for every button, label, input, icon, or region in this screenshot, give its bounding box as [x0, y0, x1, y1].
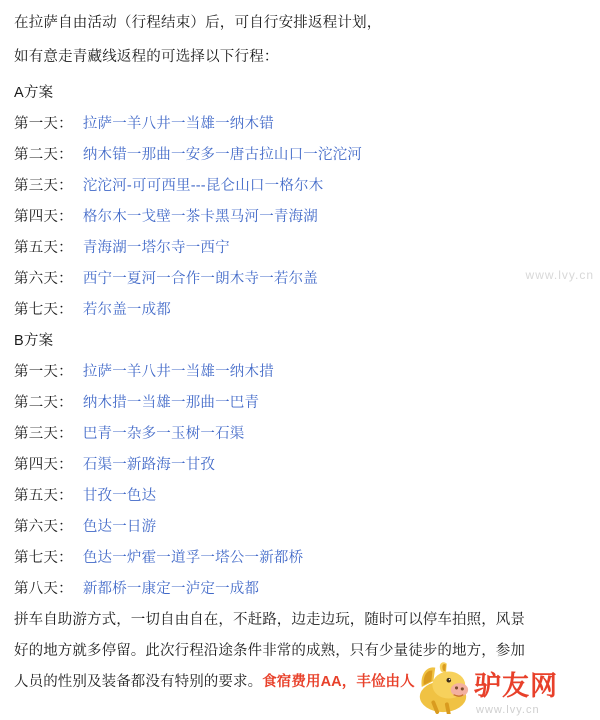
plan-b-day-1 [14, 357, 586, 388]
day-label: 第三天： [14, 178, 73, 194]
day-route: 甘孜一色达 [82, 488, 157, 504]
day-label: 第二天： [14, 395, 73, 411]
plan-b-day-8 [14, 574, 586, 605]
intro-line-1: 在拉萨自由活动（行程结束）后，可自行安排返程计划， [14, 15, 382, 31]
plan-b-day-3 [14, 419, 586, 450]
day-route: 巴青一杂多一玉树一石渠 [82, 426, 245, 442]
closing-line-2: 好的地方就多停留。此次行程沿途条件非常的成熟，只有少量徒步的地方，参加 [14, 643, 525, 659]
day-route: 色达一炉霍一道孚一塔公一新都桥 [82, 550, 304, 566]
plan-b-heading: B方案 [14, 333, 54, 349]
day-route: 拉萨一羊八井一当雄一纳木措 [82, 364, 274, 380]
day-label: 第三天： [14, 426, 73, 442]
day-label: 第四天： [14, 457, 73, 473]
day-route: 青海湖一塔尔寺一西宁 [82, 240, 230, 256]
logo-url: www.lvy.cn [476, 704, 540, 716]
plan-a-day-6 [14, 264, 586, 295]
plan-a-day-3 [14, 171, 586, 202]
day-route: 新都桥一康定一泸定一成都 [82, 581, 260, 597]
day-route: 纳木错一那曲一安多一唐古拉山口一沱沱河 [82, 147, 363, 163]
day-route: 拉萨一羊八井一当雄一纳木错 [82, 116, 274, 132]
day-label: 第一天： [14, 116, 73, 132]
plan-a-day-2 [14, 140, 586, 171]
day-label: 第八天： [14, 581, 73, 597]
day-route: 色达一日游 [82, 519, 157, 535]
day-route: 石渠一新路海一甘孜 [82, 457, 216, 473]
intro-paragraph [14, 8, 586, 72]
intro-line-2: 如有意走青藏线返程的可选择以下行程： [14, 49, 279, 65]
plan-b-day-6 [14, 512, 586, 543]
plan-b-section [14, 326, 586, 605]
plan-a-day-5 [14, 233, 586, 264]
logo-name: 驴友网 [474, 671, 558, 701]
day-route: 格尔木一戈壁一茶卡黑马河一青海湖 [82, 209, 319, 225]
day-label: 第一天： [14, 364, 73, 380]
plan-a-section [14, 78, 586, 326]
closing-suffix: 人 [400, 674, 415, 690]
day-label: 第四天： [14, 209, 73, 225]
day-label: 第五天： [14, 488, 73, 504]
closing-line-1: 拼车自助游方式，一切自由自在，不赶路，边走边玩，随时可以停车拍照，风景 [14, 612, 525, 628]
day-route: 沱沱河-可可西里---昆仑山口一格尔木 [82, 178, 324, 194]
donkey-icon [414, 658, 472, 714]
day-route: 纳木措一当雄一那曲一巴青 [82, 395, 260, 411]
plan-a-day-1 [14, 109, 586, 140]
closing-prefix: 人员的性别及装备都没有特别的要求。 [14, 674, 263, 690]
plan-b-day-4 [14, 450, 586, 481]
day-label: 第二天： [14, 147, 73, 163]
day-label: 第七天： [14, 302, 73, 318]
closing-highlight: 食宿费用AA，丰俭由 [262, 674, 401, 690]
day-label: 第六天： [14, 519, 73, 535]
site-logo[interactable] [406, 656, 596, 718]
day-route: 西宁一夏河一合作一朗木寺一若尔盖 [82, 271, 319, 287]
plan-b-day-5 [14, 481, 586, 512]
day-label: 第六天： [14, 271, 73, 287]
plan-a-day-4 [14, 202, 586, 233]
plan-b-day-2 [14, 388, 586, 419]
day-label: 第七天： [14, 550, 73, 566]
plan-a-day-7 [14, 295, 586, 326]
plan-b-day-7 [14, 543, 586, 574]
day-label: 第五天： [14, 240, 73, 256]
watermark-url: www.lvy.cn [525, 268, 594, 282]
plan-a-heading: A方案 [14, 85, 54, 101]
day-route: 若尔盖一成都 [82, 302, 172, 318]
